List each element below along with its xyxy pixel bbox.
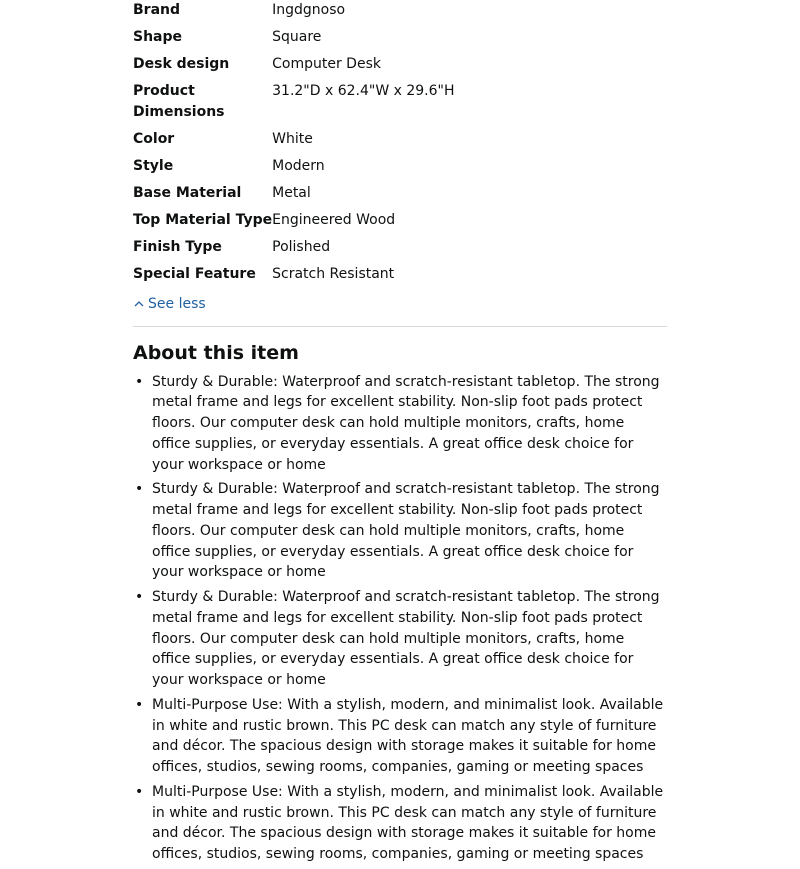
spec-row-top-material-type: [133, 210, 454, 237]
see-less-label: See less: [148, 295, 206, 312]
spec-value: Engineered Wood: [272, 211, 396, 228]
spec-value: Modern: [272, 157, 325, 174]
spec-row-base-material: [133, 183, 454, 210]
see-less-link[interactable]: [133, 294, 667, 314]
product-details-panel: [133, 0, 667, 869]
spec-label: Product Dimensions: [133, 83, 225, 120]
spec-label: Finish Type: [133, 238, 222, 255]
list-item: [133, 782, 667, 865]
bullet-text: Sturdy & Durable: Waterproof and scratch-resistant tabletop. The strong metal frame and legs for excellent stability. Non-slip foot pads protect floors. Our computer desk can hold multiple monitors, crafts, home office supplies, or everyday essentials. A great office desk choice for your workspace or home: [152, 373, 660, 473]
spec-label: Top Material Type: [133, 211, 273, 228]
spec-row-brand: [133, 0, 454, 27]
about-title: About this item: [133, 341, 299, 364]
spec-row-finish-type: [133, 237, 454, 264]
spec-value: Scratch Resistant: [272, 265, 395, 282]
bullet-icon: •: [135, 783, 144, 800]
spec-label: Base Material: [133, 184, 242, 201]
list-item: [133, 372, 667, 476]
spec-row-style: [133, 156, 454, 183]
bullet-text: Multi-Purpose Use: With a stylish, modern, and minimalist look. Available in white and rustic brown. This PC desk can match any style of furniture and décor. The spacious design with storage makes it suitable for home offices, studios, sewing rooms, companies, gaming or meeting spaces: [152, 783, 664, 863]
chevron-up-icon: [133, 298, 145, 310]
bullet-icon: •: [135, 696, 144, 713]
list-item: [133, 587, 667, 691]
spec-row-special-feature: [133, 264, 454, 291]
list-item: [133, 479, 667, 583]
bullet-icon: •: [135, 481, 144, 498]
bullet-text: Multi-Purpose Use: With a stylish, modern, and minimalist look. Available in white and rustic brown. This PC desk can match any style of furniture and décor. The spacious design with storage makes it suitable for home offices, studios, sewing rooms, companies, gaming or meeting spaces: [152, 696, 664, 776]
spec-label: Brand: [133, 2, 181, 18]
spec-label: Desk design: [133, 56, 230, 72]
spec-value: White: [272, 130, 313, 147]
about-bullets-list: [133, 372, 667, 866]
bullet-icon: •: [135, 373, 144, 390]
bullet-text: Sturdy & Durable: Waterproof and scratch-resistant tabletop. The strong metal frame and legs for excellent stability. Non-slip foot pads protect floors. Our computer desk can hold multiple monitors, crafts, home office supplies, or everyday essentials. A great office desk choice for your workspace or home: [152, 481, 660, 581]
spec-row-color: [133, 129, 454, 156]
spec-value: Square: [272, 29, 322, 45]
spec-value: Polished: [272, 238, 331, 255]
spec-value: Computer Desk: [272, 56, 381, 72]
spec-value: 31.2"D x 62.4"W x 29.6"H: [272, 83, 455, 99]
spec-row-shape: [133, 27, 454, 54]
spec-label: Color: [133, 130, 175, 147]
bullet-text: Sturdy & Durable: Waterproof and scratch-resistant tabletop. The strong metal frame and legs for excellent stability. Non-slip foot pads protect floors. Our computer desk can hold multiple monitors, crafts, home office supplies, or everyday essentials. A great office desk choice for your workspace or home: [152, 589, 660, 689]
specs-table: [133, 0, 454, 291]
spec-value: Metal: [272, 184, 311, 201]
spec-label: Special Feature: [133, 265, 256, 282]
list-item: [133, 695, 667, 778]
spec-label: Style: [133, 157, 174, 174]
spec-row-product-dimensions: [133, 81, 454, 129]
section-divider: [133, 326, 667, 327]
spec-value: Ingdgnoso: [272, 2, 346, 18]
spec-row-desk-design: [133, 54, 454, 81]
bullet-icon: •: [135, 589, 144, 606]
spec-label: Shape: [133, 29, 183, 45]
